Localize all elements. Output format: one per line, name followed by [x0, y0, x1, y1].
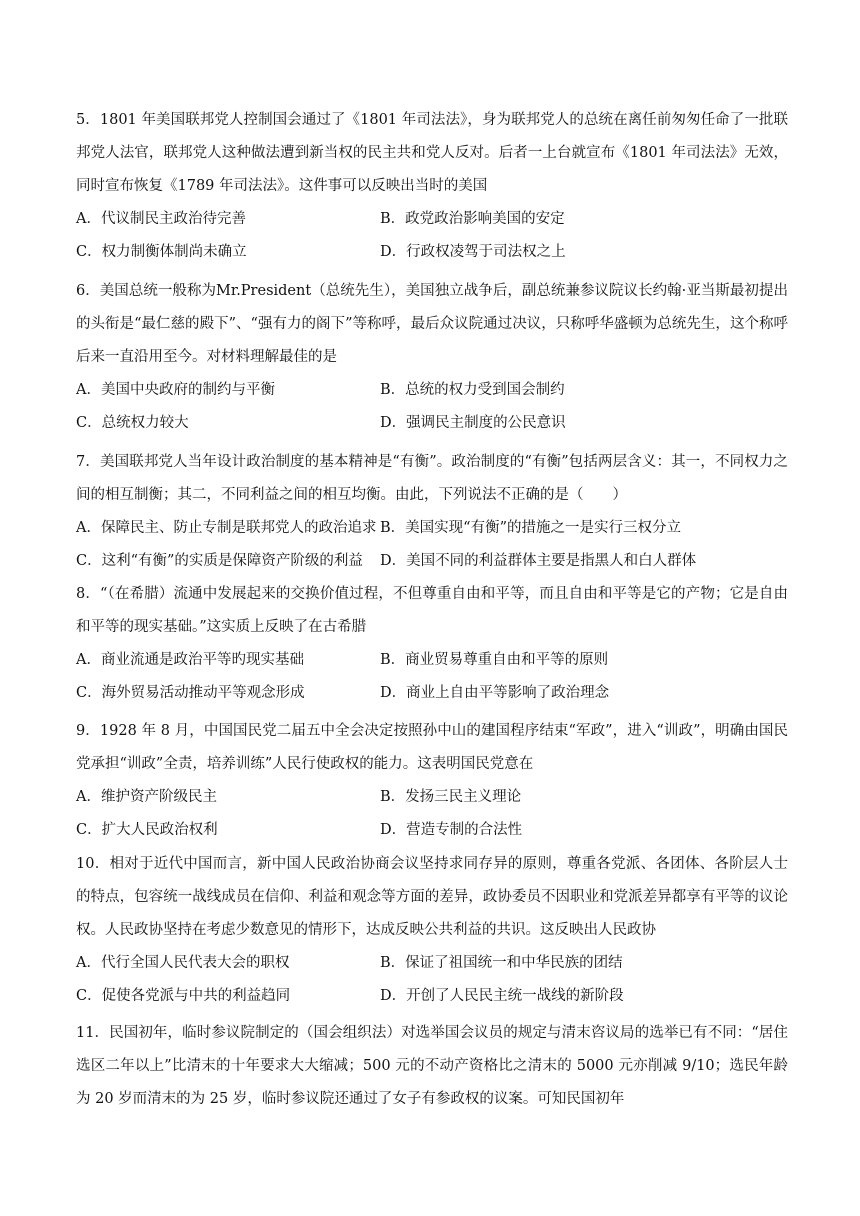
- option-c: C．海外贸易活动推动平等观念形成: [76, 685, 305, 701]
- option-b: B．发扬三民主义理论: [380, 789, 522, 805]
- question-stem: 11．民国初年，临时参议院制定的（国会组织法）对选举国会议员的规定与清末咨议局的选举已有不同：“居住选区二年以上”比清末的十年要求大大缩减；500 元的不动产资格比之清末的 5000 元亦削减 9/10；选民年龄为 20 岁而清末的为 25 岁，临时参议院还通过了女子有参政权的议案。可知民国初年: [76, 1025, 788, 1107]
- option-c: C．权力制衡体制尚未确立: [76, 244, 247, 260]
- option-d: D．开创了人民民主统一战线的新阶段: [380, 988, 624, 1004]
- question-stem: 6．美国总统一般称为Mr.President（总统先生），美国独立战争后，副总统兼参议院议长约翰·亚当斯最初提出的头衔是“最仁慈的殿下”、“强有力的阁下”等称呼，最后众议院通过决议，只称呼华盛顿为总统先生，这个称呼后来一直沿用至今。对材料理解最佳的是: [76, 283, 788, 365]
- option-d: D．营造专制的合法性: [380, 822, 523, 838]
- option-d: D．美国不同的利益群体主要是指黑人和白人群体: [380, 553, 697, 569]
- question-7: [76, 446, 788, 578]
- question-stem: 10．相对于近代中国而言，新中国人民政治协商会议坚持求同存异的原则，尊重各党派、各团体、各阶层人士的特点，包容统一战线成员在信仰、利益和观念等方面的差异，政协委员不因职业和党派差异都享有平等的议论权。人民政协坚持在考虑少数意见的情形下，达成反映公共利益的共识。这反映出人民政协: [76, 856, 788, 938]
- option-a: A．美国中央政府的制约与平衡: [76, 382, 275, 398]
- option-b: B．商业贸易尊重自由和平等的原则: [380, 652, 609, 668]
- question-stem: 8．“（在希腊）流通中发展起来的交换价值过程，不但尊重自由和平等，而且自由和平等是它的产物；它是自由和平等的现实基础。”这实质上反映了在古希腊: [76, 586, 788, 635]
- question-5: [76, 104, 788, 269]
- question-stem: 9．1928 年 8 月，中国国民党二届五中全会决定按照孙中山的建国程序结束“军政”，进入“训政”，明确由国民党承担“训政”全责，培养训练”人民行使政权的能力。这表明国民党意在: [76, 723, 788, 772]
- question-11: [76, 1017, 788, 1116]
- options: [76, 374, 788, 440]
- option-b: B．保证了祖国统一和中华民族的团结: [380, 955, 623, 971]
- option-c: C．这利“有衡”的实质是保障资产阶级的利益: [76, 553, 363, 569]
- options: [76, 947, 788, 1013]
- options: [76, 512, 788, 578]
- question-6: [76, 275, 788, 440]
- option-b: B．政党政治影响美国的安定: [380, 211, 565, 227]
- question-stem: 5．1801 年美国联邦党人控制国会通过了《1801 年司法法》，身为联邦党人的总统在离任前匆匆任命了一批联邦党人法官，联邦党人这种做法遭到新当权的民主共和党人反对。后者一上台就宣布《1801 年司法法》无效，同时宣布恢复《1789 年司法法》。这件事可以反映出当时的美国: [76, 112, 788, 194]
- option-b: B．美国实现“有衡”的措施之一是实行三权分立: [380, 520, 681, 536]
- option-a: A．维护资产阶级民主: [76, 789, 217, 805]
- option-b: B．总统的权力受到国会制约: [380, 382, 565, 398]
- options: [76, 203, 788, 269]
- option-c: C．总统权力较大: [76, 415, 189, 431]
- options: [76, 781, 788, 847]
- question-8: [76, 578, 788, 710]
- options: [76, 644, 788, 710]
- question-10: [76, 848, 788, 1013]
- option-a: A．代行全国人民代表大会的职权: [76, 955, 290, 971]
- option-d: D．行政权凌驾于司法权之上: [380, 244, 566, 260]
- option-c: C．促使各党派与中共的利益趋同: [76, 988, 291, 1004]
- question-stem: 7．美国联邦党人当年设计政治制度的基本精神是“有衡”。政治制度的“有衡”包括两层含义：其一，不同权力之间的相互制衡；其二，不同利益之间的相互均衡。由此，下列说法不正确的是（ ）: [76, 454, 788, 503]
- option-a: A．商业流通是政治平等旳现实基础: [76, 652, 304, 668]
- option-d: D．商业上自由平等影响了政治理念: [380, 685, 610, 701]
- option-c: C．扩大人民政治权利: [76, 822, 218, 838]
- option-a: A．代议制民主政治待完善: [76, 211, 246, 227]
- option-a: A．保障民主、防止专制是联邦党人的政治追求: [76, 520, 377, 536]
- option-d: D．强调民主制度的公民意识: [380, 415, 566, 431]
- question-9: [76, 715, 788, 847]
